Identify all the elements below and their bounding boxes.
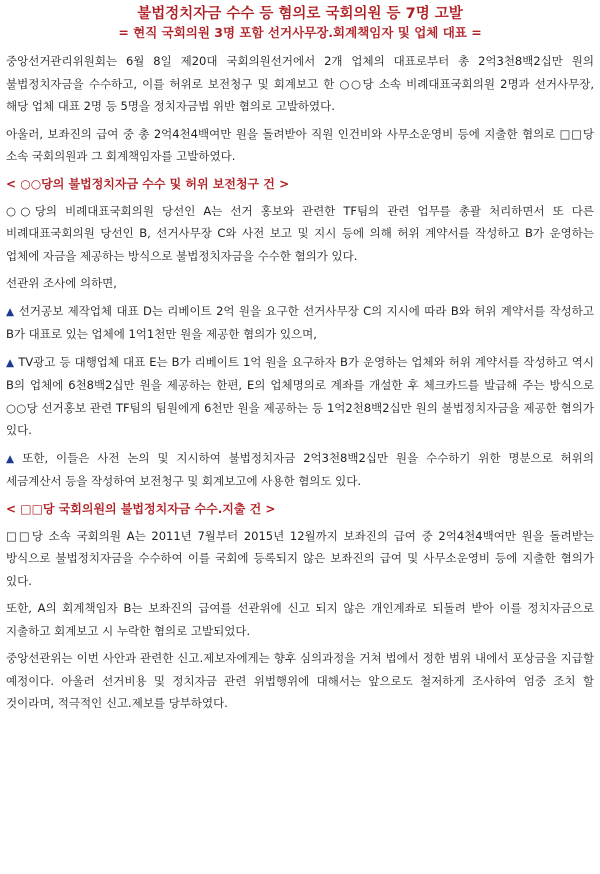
triangle-bullet-icon: ▲ <box>6 452 19 465</box>
closing-paragraph: 중앙선관위는 이번 사안과 관련한 신고.제보자에게는 향후 심의과정을 거쳐 법에서 정한 범위 내에서 포상금을 지급할 예정이다. 아울러 선거비용 및 정치자금 관련 위법행위에 대해서는 앞으로도 철저하게 조사하여 엄중 조치 할 것이라며, 적극적인 신고.제보를 당부하였다. <box>6 651 594 710</box>
bullet-text: 선거공보 제작업체 대표 D는 리베이트 2억 원을 요구한 선거사무장 C의 지시에 따라 B와 허위 계약서를 작성하고 B가 대표로 있는 업체에 1억1천만 원을 제공한 혐의가 있으며, <box>6 303 595 341</box>
intro-paragraph-1: 중앙선거관리위원회는 6월 8일 제20대 국회의원선거에서 2개 업체의 대표로부터 총 2억3천8백2십만 원의 불법정치자금을 수수하고, 이를 허위로 보전청구 및 회계보고 한 ○○당 소속 비례대표국회의원 2명과 선거사무장, 해당 업체 대표 2명 등 5명을 정치자금법 위반 혐의로 고발하였다. <box>6 54 594 113</box>
bullet-text: TV광고 등 대행업체 대표 E는 B가 리베이트 1억 원을 요구하자 B가 운영하는 업체와 허위 계약서를 작성하고 역시 B의 업체에 6천8백2십만 원을 제공하는 한편, E의 업체명의로 계좌를 개설한 후 체크카드를 발급해 주는 방식으로 ○○당 선거홍보 관련 TF팀의 팀원에게 6천만 원을 제공하는 등 1억2천8백2십만 원의 불법정치자금을 제공한 혐의가 있다. <box>6 354 594 437</box>
section-1-bullet-1 <box>6 300 594 346</box>
page-title: 불법정치자금 수수 등 혐의로 국회의원 등 7명 고발 <box>137 6 463 22</box>
triangle-bullet-icon: ▲ <box>6 356 15 369</box>
section-2-paragraph-1: □□당 소속 국회의원 A는 2011년 7월부터 2015년 12월까지 보좌진의 급여 중 2억4천4백여만 원을 돌려받는 방식으로 불법정치자금을 수수하여 이를 국회에 등록되지 않은 보좌진의 급여 및 사무소운영비 등에 지출한 혐의가 있다. <box>6 528 594 588</box>
section-2-paragraph-2: 또한, A의 회계책임자 B는 보좌진의 급여를 선관위에 신고 되지 않은 개인계좌로 되돌려 받아 이를 정치자금으로 지출하고 회계보고 시 누락한 혐의로 고발되었다. <box>6 601 594 638</box>
section-1-bullet-3 <box>6 447 594 493</box>
section-1-paragraph-1: ○○당의 비례대표국회의원 당선인 A는 선거 홍보와 관련한 TF팀의 관련 업무를 총괄 처리하면서 또 다른 비례대표국회의원 당선인 B, 선거사무장 C와 사전 보고 및 지시 등에 의해 허위 계약서를 작성하고 B가 운영하는 업체에 자금을 제공하는 방식으로 불법정치자금을 수수한 혐의가 있다. <box>6 203 594 263</box>
triangle-bullet-icon: ▲ <box>6 305 15 318</box>
page-subtitle: = 현직 국회의원 3명 포함 선거사무장.회계책임자 및 업체 대표 = <box>118 25 482 40</box>
section-heading-2: < □□당 국회의원의 불법정치자금 수수.지출 건 > <box>6 501 276 516</box>
section-1-bullet-2 <box>6 351 594 442</box>
intro-paragraph-2: 아울러, 보좌진의 급여 중 총 2억4천4백여만 원을 돌려받아 직원 인건비와 사무소운영비 등에 지출한 혐의로 □□당 소속 국회의원과 그 회계책임자를 고발하였다. <box>6 126 594 163</box>
section-1-paragraph-2: 선관위 조사에 의하면, <box>6 276 117 290</box>
bullet-text: 또한, 이들은 사전 논의 및 지시하여 불법정치자금 2억3천8백2십만 원을 수수하기 위한 명분으로 허위의 세금계산서 등을 작성하여 보전청구 및 회계보고에 사용한 혐의도 있다. <box>6 450 594 488</box>
section-heading-1: < ○○당의 불법정치자금 수수 및 허위 보전청구 건 > <box>6 176 290 191</box>
